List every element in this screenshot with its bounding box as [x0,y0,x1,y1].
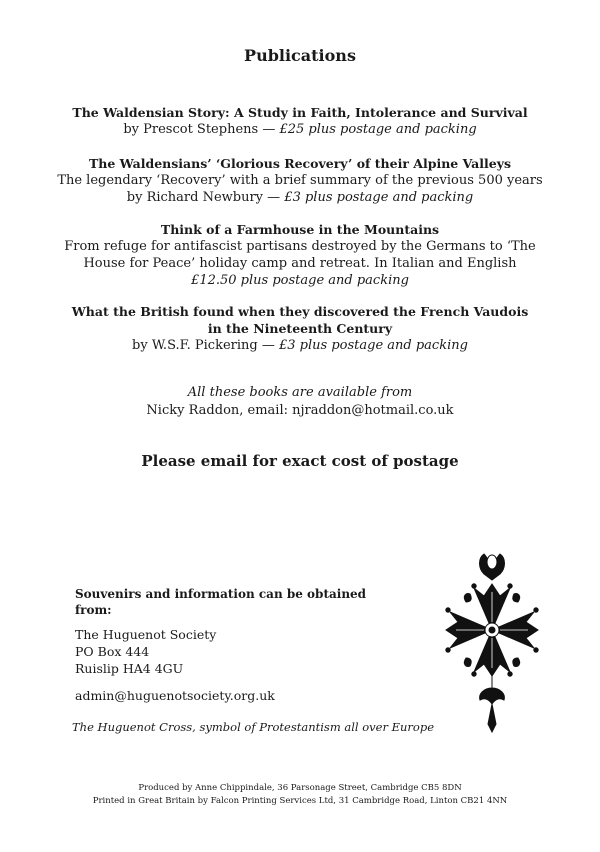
book-price: £3 plus postage and packing [279,338,468,353]
book-byline [0,189,600,206]
society-address [75,626,216,677]
footer [0,782,600,808]
book-title: The Waldensian Story: A Study in Faith, Intolerance and Survival [72,105,528,120]
souvenirs-heading [75,586,375,618]
book-author: by Richard Newbury — [126,190,285,205]
souvenirs-heading-line: Souvenirs and information can be obtained [75,587,367,601]
footer-produced: Produced by Anne Chippindale, 36 Parsonage Street, Cambridge CB5 8DN [138,783,462,793]
book-price: £25 plus postage and packing [279,122,477,137]
society-email[interactable]: admin@huguenotsociety.org.uk [75,688,275,703]
book-entry [0,104,600,138]
book-author: by Prescot Stephens — [123,122,280,137]
souvenirs-heading-line: from: [75,603,112,617]
address-line: PO Box 444 [75,644,150,659]
page-title: Publications [244,46,356,65]
book-price: £12.50 plus postage and packing [191,273,409,288]
huguenot-cross-icon [422,548,562,738]
book-title: in the Nineteenth Century [207,321,393,336]
availability-intro: All these books are available from [187,385,413,400]
book-entry [0,303,600,354]
book-description: House for Peace’ holiday camp and retreat. In Italian and English [83,256,517,271]
availability-contact: Nicky Raddon, email: njraddon@hotmail.co.uk [146,403,454,418]
footer-printed: Printed in Great Britain by Falcon Printing Services Ltd, 31 Cambridge Road, Linton CB21 4NN [92,796,508,806]
address-line: The Huguenot Society [75,627,217,642]
book-title: Think of a Farmhouse in the Mountains [160,222,440,237]
book-description: The legendary ‘Recovery’ with a brief summary of the previous 500 years [57,173,543,188]
book-title: The Waldensians’ ‘Glorious Recovery’ of their Alpine Valleys [88,156,512,171]
cross-caption: The Huguenot Cross, symbol of Protestantism all over Europe [72,720,435,734]
book-entry [0,221,600,289]
book-price: £3 plus postage and packing [284,190,474,205]
book-title: What the British found when they discovered the French Vaudois [71,304,529,319]
book-author: by W.S.F. Pickering — [132,338,279,353]
availability-block [0,384,600,420]
book-entry [0,155,600,206]
book-description: From refuge for antifascist partisans destroyed by the Germans to ‘The [64,239,536,254]
book-byline [0,121,600,138]
book-byline [0,337,600,354]
address-line: Ruislip HA4 4GU [75,661,184,676]
postage-note: Please email for exact cost of postage [141,452,459,470]
book-byline [0,272,600,289]
